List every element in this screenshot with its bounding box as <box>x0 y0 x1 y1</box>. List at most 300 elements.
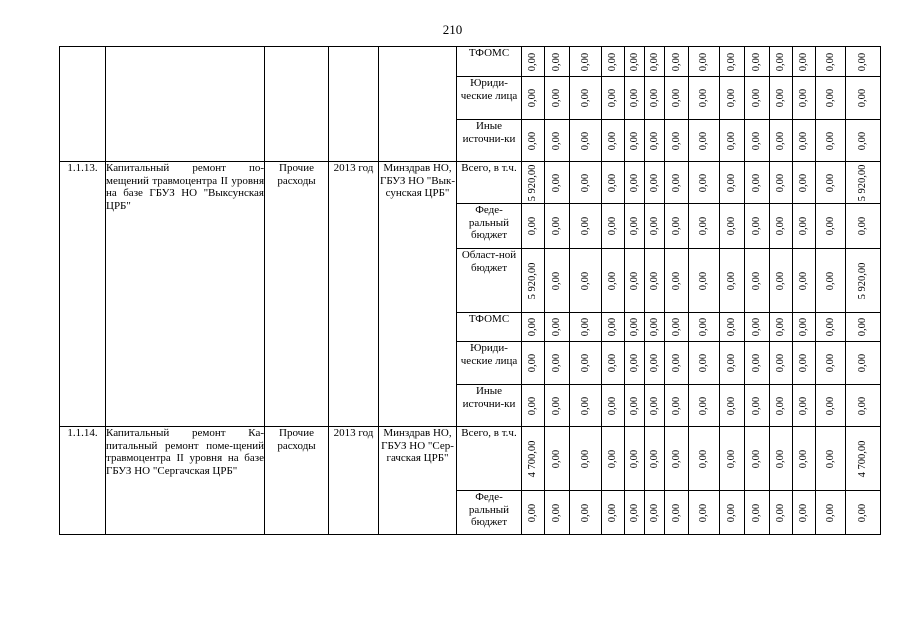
amount-cell <box>770 385 793 427</box>
amount-value: 0,00 <box>648 216 660 236</box>
amount-value: 0,00 <box>648 271 660 290</box>
amount-cell <box>545 162 570 204</box>
amount-value: 0,00 <box>670 52 682 71</box>
amount-value: 0,00 <box>606 271 618 290</box>
amount-cell <box>689 120 720 162</box>
amount-cell <box>665 120 689 162</box>
amount-value: 0,00 <box>579 173 591 192</box>
amount-value: 0,00 <box>648 503 660 522</box>
amount-value: 0,00 <box>774 396 786 415</box>
amount-value: 0,00 <box>648 52 660 71</box>
amount-cell <box>720 249 745 313</box>
amount-value: 0,00 <box>750 503 762 522</box>
amount-value: 0,00 <box>579 396 591 415</box>
amount-cell <box>745 120 770 162</box>
amount-cell <box>846 47 881 77</box>
amount-value: 0,00 <box>670 271 682 290</box>
amount-cell <box>816 204 846 249</box>
amount-cell <box>793 313 816 342</box>
amount-cell <box>816 313 846 342</box>
amount-cell <box>770 47 793 77</box>
amount-cell <box>625 120 645 162</box>
amount-cell <box>522 47 545 77</box>
amount-cell <box>816 427 846 491</box>
funding-source: Всего, в т.ч. <box>457 162 522 204</box>
amount-value: 4 700,00 <box>856 440 868 477</box>
amount-cell <box>522 342 545 385</box>
amount-cell <box>665 342 689 385</box>
amount-value: 0,00 <box>774 503 786 522</box>
amount-cell <box>522 77 545 120</box>
amount-value: 0,00 <box>750 396 762 415</box>
amount-cell <box>846 313 881 342</box>
amount-cell <box>602 120 625 162</box>
amount-value: 0,00 <box>774 271 786 290</box>
amount-value: 0,00 <box>697 216 709 236</box>
amount-cell <box>545 77 570 120</box>
funding-source: ТФОМС <box>457 47 522 77</box>
amount-cell <box>720 427 745 491</box>
amount-cell <box>770 162 793 204</box>
amount-value: 0,00 <box>774 216 786 236</box>
amount-value: 0,00 <box>824 173 836 192</box>
amount-value: 0,00 <box>606 449 618 468</box>
amount-cell <box>689 427 720 491</box>
amount-value: 0,00 <box>750 353 762 373</box>
expense-category: Прочие расходы <box>265 162 329 427</box>
amount-value: 0,00 <box>628 216 640 236</box>
amount-value: 0,00 <box>797 353 809 373</box>
amount-value: 0,00 <box>797 52 809 71</box>
amount-value: 0,00 <box>550 52 562 71</box>
amount-value: 0,00 <box>526 216 538 236</box>
amount-value: 0,00 <box>856 216 868 236</box>
amount-value: 0,00 <box>648 131 660 150</box>
amount-value: 0,00 <box>628 503 640 522</box>
amount-cell <box>602 47 625 77</box>
amount-value: 0,00 <box>606 216 618 236</box>
amount-cell <box>745 47 770 77</box>
amount-cell <box>720 491 745 535</box>
amount-cell <box>645 47 665 77</box>
amount-value: 0,00 <box>648 317 660 337</box>
amount-value: 0,00 <box>579 503 591 522</box>
amount-cell <box>625 204 645 249</box>
amount-cell <box>770 204 793 249</box>
amount-value: 0,00 <box>750 271 762 290</box>
amount-value: 0,00 <box>824 396 836 415</box>
table-row <box>60 427 881 491</box>
amount-cell <box>645 249 665 313</box>
amount-value: 4 700,00 <box>526 440 538 477</box>
amount-value: 0,00 <box>550 216 562 236</box>
amount-cell <box>645 162 665 204</box>
amount-cell <box>816 77 846 120</box>
funding-source: ТФОМС <box>457 313 522 342</box>
amount-value: 0,00 <box>526 131 538 150</box>
amount-cell <box>745 77 770 120</box>
amount-cell <box>720 162 745 204</box>
amount-value: 0,00 <box>797 216 809 236</box>
amount-cell <box>793 385 816 427</box>
amount-value: 0,00 <box>774 173 786 192</box>
amount-cell <box>570 47 602 77</box>
amount-value: 0,00 <box>526 317 538 337</box>
amount-value: 0,00 <box>606 317 618 337</box>
amount-value: 0,00 <box>606 131 618 150</box>
amount-cell <box>793 342 816 385</box>
amount-value: 0,00 <box>697 317 709 337</box>
amount-cell <box>645 77 665 120</box>
amount-value: 0,00 <box>579 52 591 71</box>
amount-value: 0,00 <box>774 353 786 373</box>
amount-cell <box>625 47 645 77</box>
amount-cell <box>793 491 816 535</box>
amount-value: 0,00 <box>856 52 868 71</box>
amount-cell <box>645 342 665 385</box>
amount-value: 0,00 <box>824 52 836 71</box>
amount-value: 0,00 <box>856 353 868 373</box>
amount-value: 0,00 <box>579 353 591 373</box>
amount-cell <box>689 342 720 385</box>
amount-value: 0,00 <box>628 88 640 108</box>
amount-value: 0,00 <box>697 131 709 150</box>
amount-value: 0,00 <box>550 131 562 150</box>
amount-value: 0,00 <box>550 173 562 192</box>
amount-cell <box>625 427 645 491</box>
amount-cell <box>545 204 570 249</box>
amount-cell <box>846 427 881 491</box>
amount-value: 0,00 <box>797 317 809 337</box>
amount-cell <box>545 47 570 77</box>
amount-value: 0,00 <box>725 52 737 71</box>
amount-value: 0,00 <box>550 317 562 337</box>
amount-cell <box>602 491 625 535</box>
amount-cell <box>570 491 602 535</box>
amount-value: 0,00 <box>550 396 562 415</box>
amount-value: 0,00 <box>774 52 786 71</box>
budget-table-body <box>60 47 881 535</box>
amount-cell <box>645 491 665 535</box>
amount-value: 0,00 <box>774 131 786 150</box>
amount-value: 0,00 <box>550 503 562 522</box>
amount-cell <box>522 204 545 249</box>
amount-value: 0,00 <box>628 271 640 290</box>
amount-cell <box>545 385 570 427</box>
amount-cell <box>846 204 881 249</box>
amount-cell <box>522 491 545 535</box>
amount-value: 0,00 <box>670 173 682 192</box>
budget-table <box>59 46 881 535</box>
amount-value: 0,00 <box>856 396 868 415</box>
amount-cell <box>665 427 689 491</box>
amount-cell <box>793 47 816 77</box>
amount-cell <box>770 427 793 491</box>
amount-cell <box>745 162 770 204</box>
amount-value: 0,00 <box>750 88 762 108</box>
amount-cell <box>545 249 570 313</box>
amount-value: 0,00 <box>579 317 591 337</box>
amount-value: 0,00 <box>725 216 737 236</box>
amount-value: 5 920,00 <box>526 262 538 299</box>
amount-value: 0,00 <box>670 216 682 236</box>
amount-cell <box>602 77 625 120</box>
amount-cell <box>689 249 720 313</box>
table-row <box>60 47 881 77</box>
amount-cell <box>602 342 625 385</box>
amount-value: 0,00 <box>725 173 737 192</box>
amount-value: 0,00 <box>856 131 868 150</box>
amount-cell <box>602 204 625 249</box>
amount-cell <box>665 249 689 313</box>
amount-cell <box>770 342 793 385</box>
funding-source: Област-ной бюджет <box>457 249 522 313</box>
amount-value: 0,00 <box>774 317 786 337</box>
amount-cell <box>689 77 720 120</box>
amount-cell <box>816 162 846 204</box>
amount-value: 0,00 <box>697 271 709 290</box>
amount-cell <box>570 162 602 204</box>
amount-value: 0,00 <box>697 396 709 415</box>
amount-value: 0,00 <box>526 52 538 71</box>
amount-value: 0,00 <box>750 449 762 468</box>
amount-cell <box>793 249 816 313</box>
amount-value: 0,00 <box>526 88 538 108</box>
amount-cell <box>770 77 793 120</box>
funding-source: Феде-ральный бюджет <box>457 204 522 249</box>
amount-value: 0,00 <box>797 88 809 108</box>
amount-value: 0,00 <box>797 449 809 468</box>
amount-cell <box>545 120 570 162</box>
amount-value: 0,00 <box>725 503 737 522</box>
amount-cell <box>602 249 625 313</box>
expense-category: Прочие расходы <box>265 427 329 535</box>
amount-value: 0,00 <box>628 449 640 468</box>
amount-value: 0,00 <box>526 396 538 415</box>
amount-cell <box>545 313 570 342</box>
amount-value: 0,00 <box>697 173 709 192</box>
amount-cell <box>522 120 545 162</box>
amount-value: 0,00 <box>725 449 737 468</box>
amount-cell <box>665 491 689 535</box>
amount-cell <box>645 120 665 162</box>
funding-source: Иные источни-ки <box>457 120 522 162</box>
amount-cell <box>793 204 816 249</box>
amount-cell <box>625 385 645 427</box>
amount-cell <box>745 204 770 249</box>
amount-cell <box>720 120 745 162</box>
amount-value: 0,00 <box>856 503 868 522</box>
amount-cell <box>570 120 602 162</box>
amount-cell <box>665 77 689 120</box>
amount-cell <box>665 204 689 249</box>
amount-cell <box>745 342 770 385</box>
amount-value: 5 920,00 <box>856 262 868 299</box>
amount-cell <box>846 385 881 427</box>
table-row <box>60 162 881 204</box>
amount-cell <box>846 249 881 313</box>
amount-value: 0,00 <box>725 396 737 415</box>
amount-value: 0,00 <box>550 353 562 373</box>
amount-value: 0,00 <box>606 396 618 415</box>
amount-cell <box>720 204 745 249</box>
amount-cell <box>745 249 770 313</box>
amount-value: 0,00 <box>628 173 640 192</box>
amount-cell <box>665 47 689 77</box>
amount-cell <box>570 342 602 385</box>
amount-value: 0,00 <box>824 317 836 337</box>
amount-cell <box>793 120 816 162</box>
amount-cell <box>770 313 793 342</box>
amount-value: 0,00 <box>648 449 660 468</box>
amount-cell <box>545 427 570 491</box>
amount-cell <box>745 491 770 535</box>
amount-cell <box>522 385 545 427</box>
amount-cell <box>545 342 570 385</box>
amount-value: 0,00 <box>750 173 762 192</box>
amount-cell <box>720 47 745 77</box>
amount-value: 0,00 <box>697 88 709 108</box>
amount-value: 0,00 <box>797 271 809 290</box>
amount-cell <box>625 491 645 535</box>
page-number: 210 <box>442 22 463 37</box>
amount-cell <box>570 427 602 491</box>
item-number: 1.1.14. <box>60 427 106 535</box>
amount-cell <box>665 313 689 342</box>
amount-value: 0,00 <box>856 88 868 108</box>
amount-value: 0,00 <box>670 503 682 522</box>
amount-value: 0,00 <box>824 503 836 522</box>
amount-cell <box>625 249 645 313</box>
amount-cell <box>645 313 665 342</box>
amount-cell <box>570 385 602 427</box>
amount-cell <box>846 491 881 535</box>
amount-cell <box>720 313 745 342</box>
amount-cell <box>645 204 665 249</box>
amount-value: 0,00 <box>797 503 809 522</box>
amount-value: 0,00 <box>750 317 762 337</box>
amount-cell <box>602 385 625 427</box>
amount-cell <box>846 77 881 120</box>
amount-value: 0,00 <box>579 449 591 468</box>
amount-cell <box>816 491 846 535</box>
amount-cell <box>570 77 602 120</box>
amount-cell <box>645 385 665 427</box>
expense-category <box>265 47 329 162</box>
amount-cell <box>689 204 720 249</box>
amount-value: 0,00 <box>670 449 682 468</box>
amount-cell <box>602 313 625 342</box>
amount-cell <box>665 162 689 204</box>
amount-cell <box>770 249 793 313</box>
amount-value: 0,00 <box>824 131 836 150</box>
amount-cell <box>846 342 881 385</box>
amount-value: 0,00 <box>606 52 618 71</box>
amount-cell <box>602 162 625 204</box>
amount-value: 0,00 <box>697 449 709 468</box>
amount-value: 0,00 <box>628 396 640 415</box>
amount-cell <box>720 385 745 427</box>
amount-cell <box>522 249 545 313</box>
amount-cell <box>846 120 881 162</box>
funding-source: Всего, в т.ч. <box>457 427 522 491</box>
amount-value: 0,00 <box>750 131 762 150</box>
amount-value: 0,00 <box>824 353 836 373</box>
item-name <box>106 47 265 162</box>
amount-value: 0,00 <box>797 396 809 415</box>
amount-value: 0,00 <box>697 503 709 522</box>
amount-cell <box>745 385 770 427</box>
amount-value: 0,00 <box>725 88 737 108</box>
item-name: Капитальный ремонт по-мещений травмоцентра II уровня на базе ГБУЗ НО "Выксунская ЦРБ" <box>106 162 265 427</box>
amount-value: 0,00 <box>725 271 737 290</box>
amount-value: 0,00 <box>628 131 640 150</box>
amount-value: 0,00 <box>670 353 682 373</box>
item-executor <box>379 47 457 162</box>
amount-value: 0,00 <box>797 131 809 150</box>
amount-value: 0,00 <box>725 353 737 373</box>
amount-cell <box>689 491 720 535</box>
amount-cell <box>570 313 602 342</box>
amount-value: 0,00 <box>579 88 591 108</box>
amount-cell <box>522 427 545 491</box>
amount-value: 0,00 <box>670 131 682 150</box>
funding-source: Иные источни-ки <box>457 385 522 427</box>
item-year: 2013 год <box>329 162 379 427</box>
amount-value: 0,00 <box>550 449 562 468</box>
amount-value: 0,00 <box>648 173 660 192</box>
amount-value: 0,00 <box>697 52 709 71</box>
amount-value: 0,00 <box>824 88 836 108</box>
amount-value: 0,00 <box>750 52 762 71</box>
amount-cell <box>545 491 570 535</box>
amount-cell <box>720 342 745 385</box>
amount-cell <box>689 162 720 204</box>
amount-value: 5 920,00 <box>526 164 538 201</box>
amount-cell <box>816 120 846 162</box>
amount-cell <box>793 162 816 204</box>
amount-value: 0,00 <box>526 353 538 373</box>
amount-cell <box>689 47 720 77</box>
amount-value: 0,00 <box>824 271 836 290</box>
amount-cell <box>720 77 745 120</box>
amount-value: 0,00 <box>774 88 786 108</box>
amount-value: 0,00 <box>750 216 762 236</box>
item-executor: Минздрав НО, ГБУЗ НО "Вык-сунская ЦРБ" <box>379 162 457 427</box>
amount-cell <box>522 162 545 204</box>
item-number <box>60 47 106 162</box>
amount-cell <box>816 385 846 427</box>
amount-value: 0,00 <box>648 353 660 373</box>
amount-value: 0,00 <box>648 88 660 108</box>
amount-value: 5 920,00 <box>856 164 868 201</box>
amount-value: 0,00 <box>579 131 591 150</box>
item-number: 1.1.13. <box>60 162 106 427</box>
amount-cell <box>625 313 645 342</box>
amount-cell <box>625 77 645 120</box>
amount-cell <box>625 162 645 204</box>
amount-cell <box>770 491 793 535</box>
amount-value: 0,00 <box>628 317 640 337</box>
amount-cell <box>816 342 846 385</box>
item-year: 2013 год <box>329 427 379 535</box>
amount-cell <box>522 313 545 342</box>
amount-value: 0,00 <box>628 353 640 373</box>
amount-cell <box>645 427 665 491</box>
amount-value: 0,00 <box>606 503 618 522</box>
amount-value: 0,00 <box>526 503 538 522</box>
amount-value: 0,00 <box>725 131 737 150</box>
